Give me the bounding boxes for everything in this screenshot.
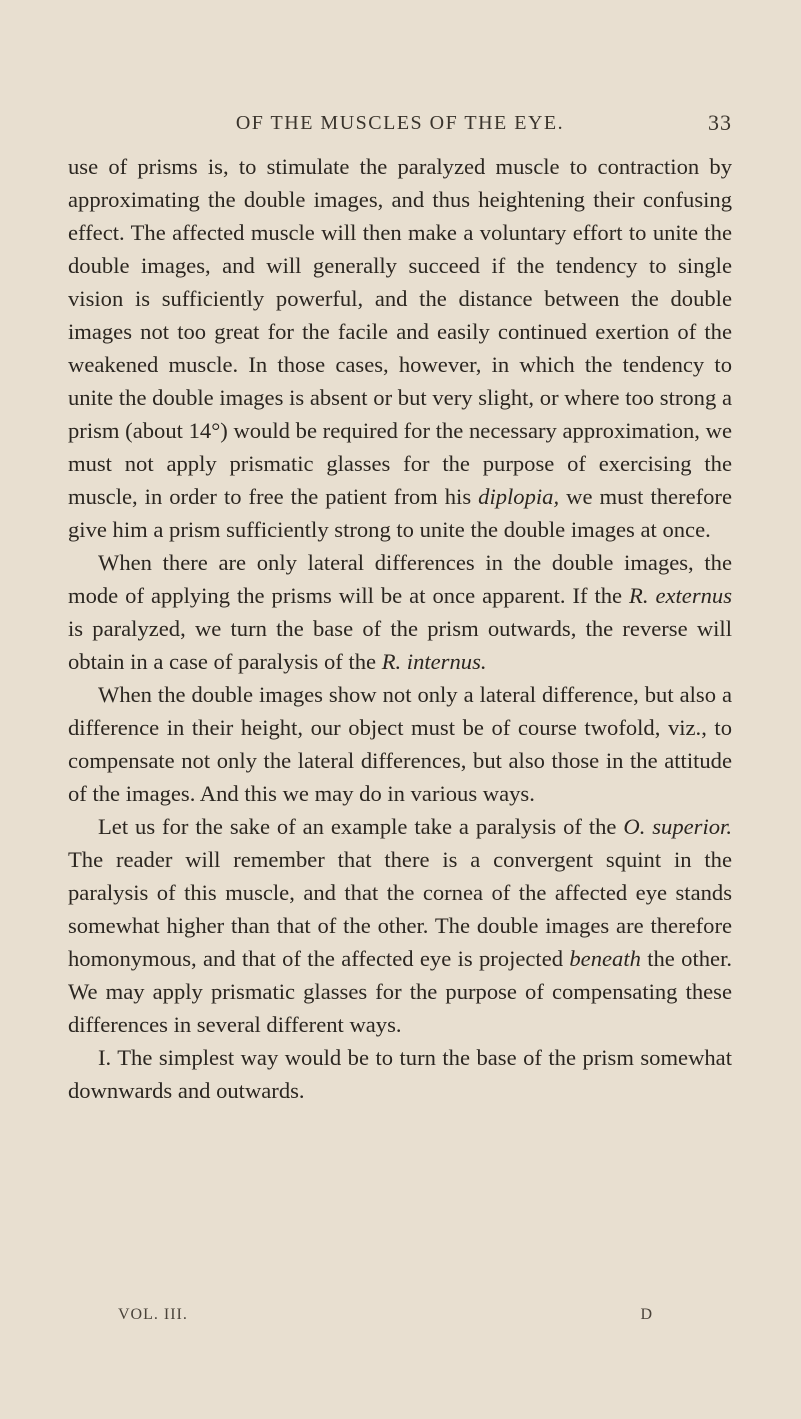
italic-term: diplopia,: [478, 484, 560, 509]
text-span: Let us for the sake of an example take a paralysis of the: [98, 814, 624, 839]
running-title: OF THE MUSCLES OF THE EYE.: [235, 112, 565, 134]
paragraph-4: [68, 810, 732, 1041]
paragraph-1: [68, 150, 732, 546]
text-span: When the double images show not only a lateral difference, but also a difference in their height, our object must be of course twofold, viz., to compensate not only the lateral differences, but also those in the attitude of the images. And this we may do in various ways.: [68, 682, 732, 806]
text-span: The reader will remember that there is a convergent squint in the paralysis of this muscle, and that the cornea of the affected eye stands somewhat higher than that of the other. The double images are therefore homonymous, and that of the affected eye is projected: [68, 847, 732, 971]
signature-mark: D: [640, 1306, 653, 1323]
paragraph-3: [68, 678, 732, 810]
italic-term: R. externus: [629, 583, 733, 608]
text-span: is paralyzed, we turn the base of the prism outwards, the reverse will obtain in a case of paralysis of the: [68, 616, 732, 674]
running-head: [68, 112, 732, 142]
page-number: 33: [708, 110, 732, 135]
body-text: [68, 150, 732, 1107]
text-span: we must therefore give him a prism sufficiently strong to unite the double images at once.: [68, 484, 732, 542]
text-span: I. The simplest way would be to turn the base of the prism somewhat downwards and outwards.: [68, 1045, 732, 1103]
volume-label: VOL. III.: [118, 1306, 188, 1323]
page-footer: [118, 1306, 653, 1332]
text-span: When there are only lateral differences in the double images, the mode of applying the prisms will be at once apparent. If the: [68, 550, 732, 608]
italic-term: O. superior.: [623, 814, 732, 839]
paragraph-5: [68, 1041, 732, 1107]
text-span: use of prisms is, to stimulate the paralyzed muscle to contraction by approximating the double images, and thus heightening their confusing effect. The affected muscle will then make a voluntary effort to unite the double images, and will generally succeed if the tendency to single vision is sufficiently powerful, and the distance between the double images not too great for the facile and easily continued exertion of the weakened muscle. In those cases, however, in which the tendency to unite the double images is absent or but very slight, or where too strong a prism (about 14°) would be required for the necessary approximation, we must not apply prismatic glasses for the purpose of exercising the muscle, in order to free the patient from his: [68, 154, 732, 509]
text-span: the other. We may apply prismatic glasses for the purpose of compensating these differences in several different ways.: [68, 946, 732, 1037]
italic-term: R. internus.: [381, 649, 487, 674]
paragraph-2: [68, 546, 732, 678]
italic-term: beneath: [569, 946, 641, 971]
